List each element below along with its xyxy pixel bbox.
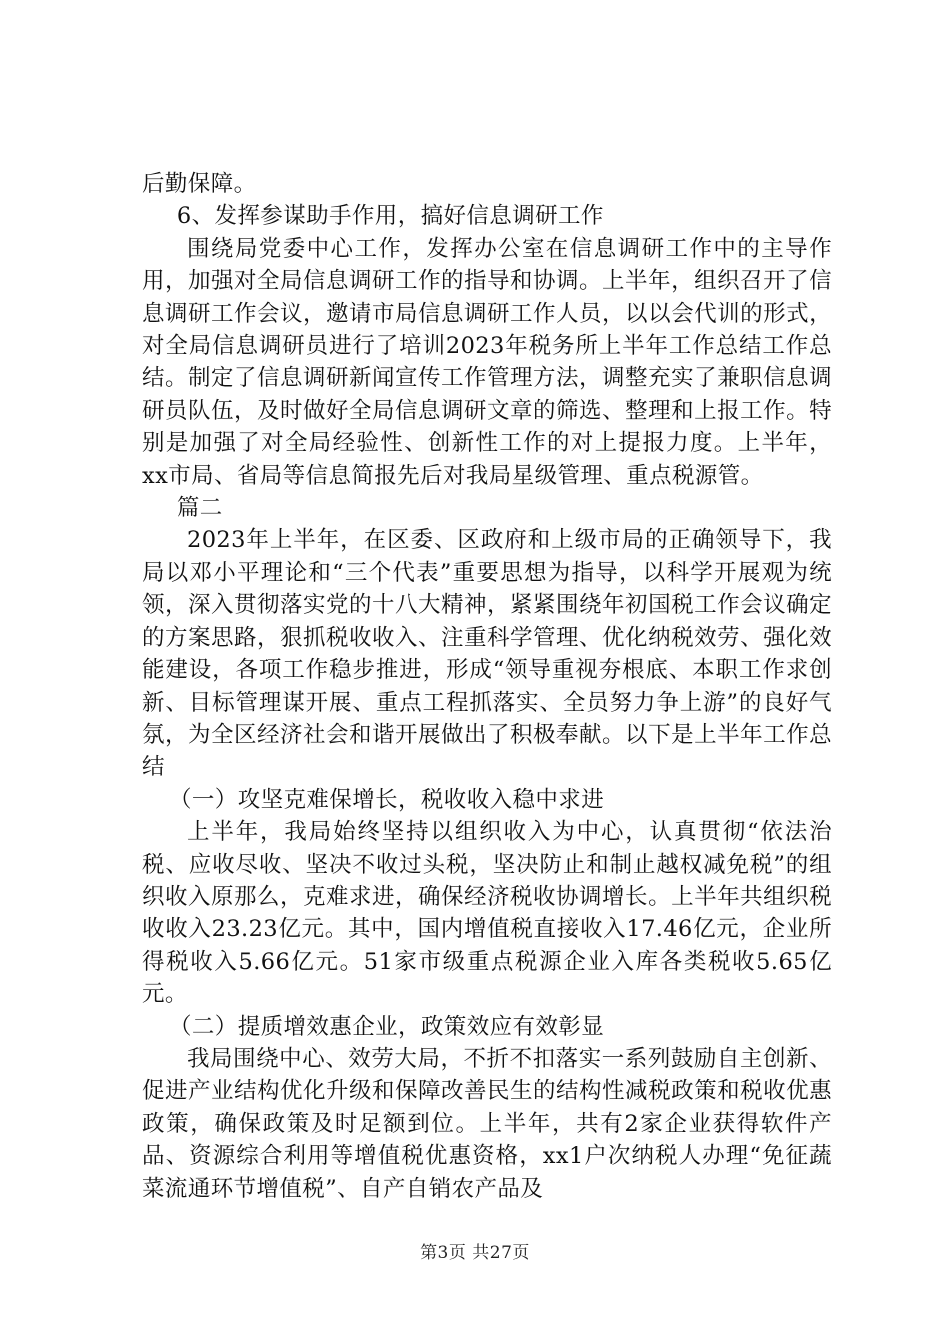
paragraph-info-research: 围绕局党委中心工作，发挥办公室在信息调研工作中的主导作用，加强对全局信息调研工作的指导和协调。上半年，组织召开了信息调研工作会议，邀请市局信息调研工作人员，以以会代训的形式，对全局信息调研员进行了培训2023年税务所上半年工作总结工作总结。制定了信息调研新闻宣传工作管理方法，调整充实了兼职信息调研员队伍，及时做好全局信息调研文章的筛选、整理和上报工作。特别是加强了对全局经验性、创新性工作的对上提报力度。上半年，xx市局、省局等信息简报先后对我局星级管理、重点税源管。 bbox=[142, 235, 832, 489]
paragraph-tax-revenue: 上半年，我局始终坚持以组织收入为中心，认真贯彻“依法治税、应收尽收、坚决不收过头税，坚决防止和制止越权减免税”的组织收入原那么，克难求进，确保经济税收协调增长。上半年共组织税收收入23.23亿元。其中，国内增值税直接收入17.46亿元，企业所得税收入5.66亿元。51家市级重点税源企业入库各类税收5.65亿元。 bbox=[142, 819, 832, 1008]
page-number-footer: 第3页 共27页 bbox=[420, 1243, 530, 1263]
paragraph-tax-policy: 我局围绕中心、效劳大局，不折不扣落实一系列鼓励自主创新、促进产业结构优化升级和保障改善民生的结构性减税政策和税收优惠政策，确保政策及时足额到位。上半年，共有2家企业获得软件产品、资源综合利用等增值税优惠资格，xx1户次纳税人办理“免征蔬菜流通环节增值税”、自产自销农产品及 bbox=[142, 1045, 832, 1202]
article-heading: 篇二 bbox=[176, 495, 223, 522]
document-body bbox=[142, 168, 832, 1205]
section-heading-6: 6、发挥参谋助手作用，搞好信息调研工作 bbox=[176, 203, 604, 230]
section-heading-1: （一）攻坚克难保增长，税收收入稳中求进 bbox=[169, 786, 605, 813]
paragraph-intro: 2023年上半年，在区委、区政府和上级市局的正确领导下，我局以邓小平理论和“三个代表”重要思想为指导，以科学开展观为统领，深入贯彻落实党的十八大精神，紧紧围绕年初国税工作会议确定的方案思路，狠抓税收收入、注重科学管理、优化纳税效劳、强化效能建设，各项工作稳步推进，形成“领导重视夯根底、本职工作求创新、目标管理谋开展、重点工程抓落实、全员努力争上游”的良好气氛，为全区经济社会和谐开展做出了积极奉献。以下是上半年工作总结 bbox=[142, 527, 832, 781]
paragraph-continuation: 后勤保障。 bbox=[142, 171, 257, 197]
section-heading-2: （二）提质增效惠企业，政策效应有效彰显 bbox=[169, 1013, 605, 1040]
